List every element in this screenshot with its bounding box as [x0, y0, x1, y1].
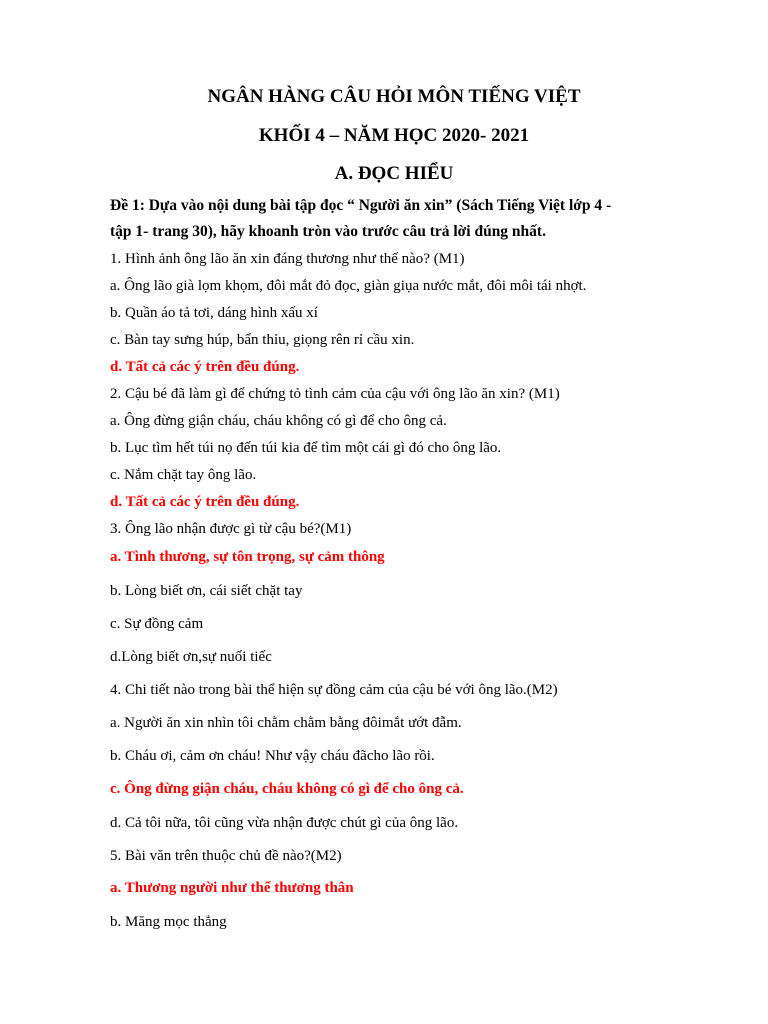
- question-line: b. Quần áo tả tơi, dáng hình xấu xí: [110, 305, 318, 321]
- question-line: b. Lòng biết ơn, cái siết chặt tay: [110, 583, 303, 599]
- correct-answer-line: d. Tất cả các ý trên đều đúng.: [110, 359, 300, 375]
- correct-answer-line: a. Thương người như thể thương thân: [110, 880, 354, 896]
- correct-answer-line: d. Tất cả các ý trên đều đúng.: [110, 494, 300, 510]
- question-line: 5. Bài văn trên thuộc chủ đề nào?(M2): [110, 848, 342, 864]
- correct-answer-line: c. Ông đừng giận cháu, cháu không có gì để cho ông cả.: [110, 781, 464, 797]
- question-line: c. Bàn tay sưng húp, bẩn thỉu, giọng rên rỉ cầu xin.: [110, 332, 415, 348]
- question-line: 3. Ông lão nhận được gì từ cậu bé?(M1): [110, 521, 352, 537]
- question-line: b. Măng mọc thẳng: [110, 914, 227, 930]
- question-line: d. Cả tôi nữa, tôi cũng vừa nhận được chút gì của ông lão.: [110, 815, 459, 831]
- question-line: 1. Hình ảnh ông lão ăn xin đáng thương như thế nào? (M1): [110, 251, 465, 267]
- question-line: 4. Chi tiết nào trong bài thể hiện sự đồng cảm của cậu bé với ông lão.(M2): [110, 682, 558, 698]
- correct-answer-line: a. Tình thương, sự tôn trọng, sự cảm thông: [110, 549, 385, 565]
- question-line: d.Lòng biết ơn,sự nuối tiếc: [110, 649, 272, 665]
- document-title: NGÂN HÀNG CÂU HỎI MÔN TIẾNG VIỆT: [207, 86, 581, 107]
- question-line: 2. Cậu bé đã làm gì để chứng tỏ tình cảm của cậu với ông lão ăn xin? (M1): [110, 386, 560, 402]
- grade-year-heading: KHỐI 4 – NĂM HỌC 2020- 2021: [258, 125, 530, 146]
- section-heading: A. ĐỌC HIỂU: [334, 163, 454, 184]
- exercise-intro-line-2: tập 1- trang 30), hãy khoanh tròn vào trước câu trả lời đúng nhất.: [110, 223, 546, 240]
- question-line: a. Người ăn xin nhìn tôi chằm chằm bằng đôimắt ướt đẫm.: [110, 715, 462, 731]
- exercise-intro-line-1: Đề 1: Dựa vào nội dung bài tập đọc “ Người ăn xin” (Sách Tiếng Việt lớp 4 -: [110, 197, 612, 214]
- question-line: a. Ông đừng giận cháu, cháu không có gì để cho ông cả.: [110, 413, 447, 429]
- question-line: c. Sự đồng cảm: [110, 616, 204, 632]
- question-line: c. Nắm chặt tay ông lão.: [110, 467, 257, 483]
- question-line: b. Lục tìm hết túi nọ đến túi kia để tìm một cái gì đó cho ông lão.: [110, 440, 502, 456]
- question-line: b. Cháu ơi, cảm ơn cháu! Như vậy cháu đãcho lão rồi.: [110, 748, 435, 764]
- question-line: a. Ông lão già lọm khọm, đôi mắt đỏ đọc, giàn giụa nước mắt, đôi môi tái nhợt.: [110, 278, 587, 294]
